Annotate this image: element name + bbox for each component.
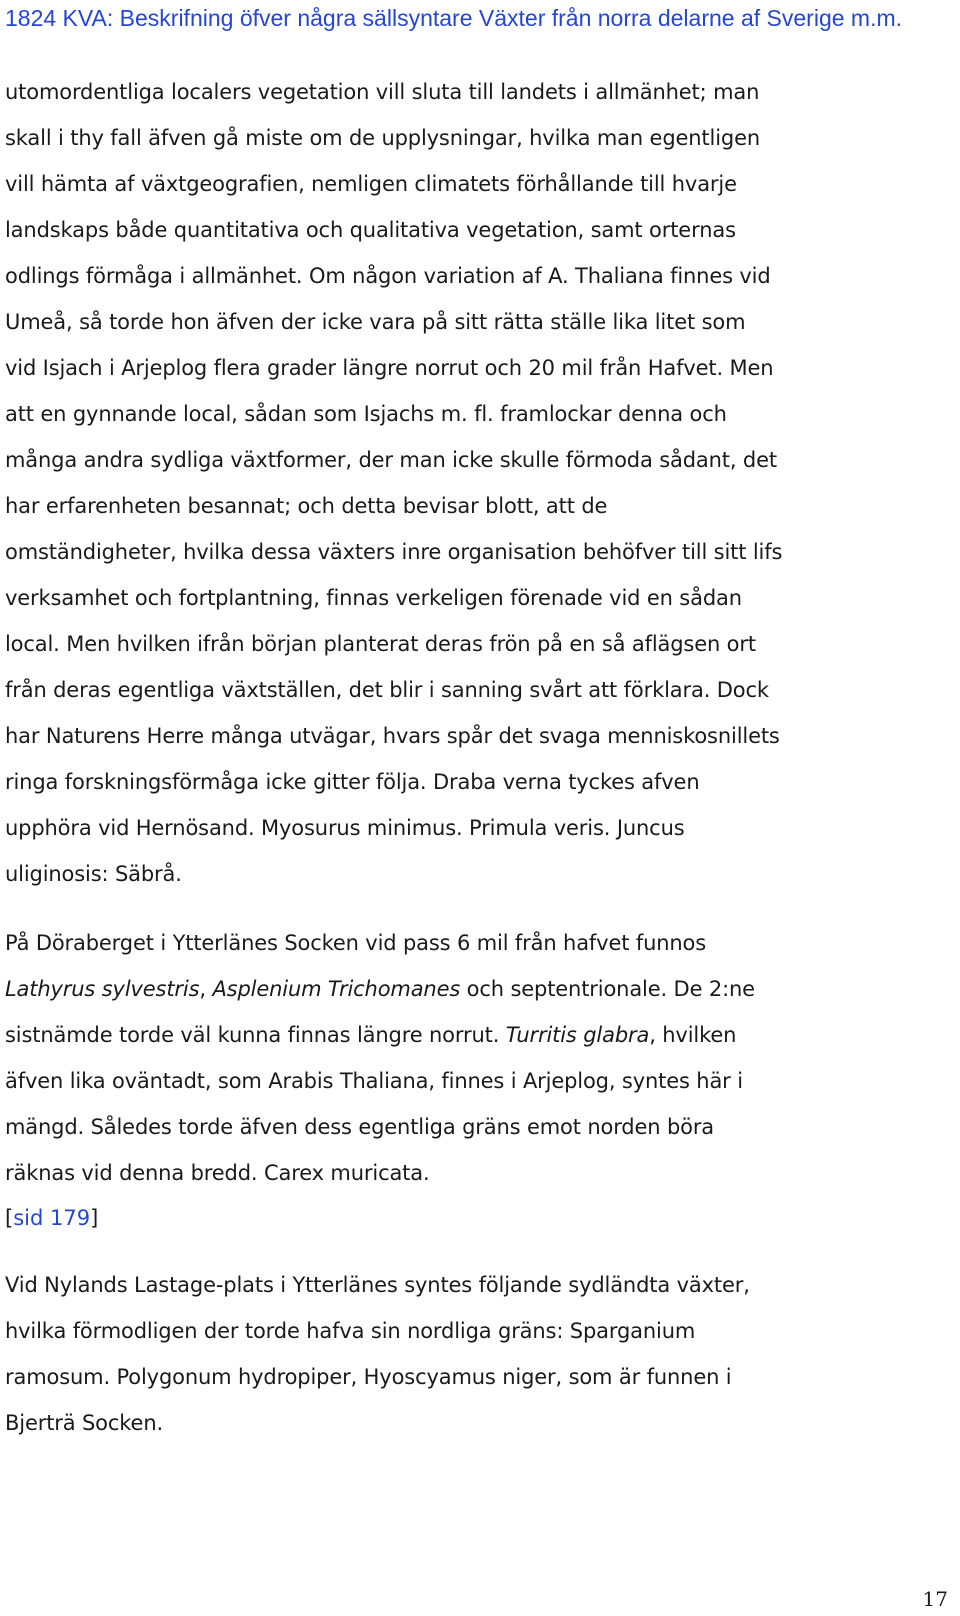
text-line: omständigheter, hvilka dessa växters inre organisation behöfver till sitt lifs: [5, 540, 783, 564]
document-header-title: 1824 KVA: Beskrifning öfver några sällsyntare Växter från norra delarne af Sverige m.m.: [5, 5, 903, 31]
text-line: äfven lika oväntadt, som Arabis Thaliana, finnes i Arjeplog, syntes här i: [5, 1069, 743, 1093]
paragraph-vegetation-discussion: [5, 69, 945, 897]
text-line: ringa forskningsförmåga icke gitter följa. Draba verna tyckes afven: [5, 770, 700, 794]
text-line: landskaps både quantitativa och qualitativa vegetation, samt orternas: [5, 218, 736, 242]
text-line: att en gynnande local, sådan som Isjachs m. fl. framlockar denna och: [5, 402, 727, 426]
text-fragment: sistnämde torde väl kunna finnas längre norrut.: [5, 1023, 506, 1047]
text-line: räknas vid denna bredd. Carex muricata.: [5, 1161, 430, 1185]
species-name-italic: Turritis glabra: [505, 1023, 650, 1047]
text-line: mängd. Således torde äfven dess egentliga gräns emot norden böra: [5, 1115, 715, 1139]
text-line: från deras egentliga växtställen, det blir i sanning svårt att förklara. Dock: [5, 678, 769, 702]
text-line: Vid Nylands Lastage-plats i Ytterlänes syntes följande sydländta växter,: [5, 1273, 750, 1297]
text-line: local. Men hvilken ifrån början planterat deras frön på en så aflägsen ort: [5, 632, 756, 656]
text-line: vid Isjach i Arjeplog flera grader längre norrut och 20 mil från Hafvet. Men: [5, 356, 774, 380]
bracket-open: [: [5, 1206, 14, 1230]
page-reference-link[interactable]: sid 179: [13, 1206, 91, 1230]
text-line: utomordentliga localers vegetation vill sluta till landets i allmänhet; man: [5, 80, 760, 104]
text-line: [5, 1195, 945, 1241]
text-line: uliginosis: Säbrå.: [5, 862, 182, 886]
text-line: vill hämta af växtgeografien, nemligen climatets förhållande till hvarje: [5, 172, 737, 196]
paragraph-doraberget: [5, 920, 945, 1196]
text-line: ramosum. Polygonum hydropiper, Hyoscyamus niger, som är funnen i: [5, 1365, 732, 1389]
species-name-italic: Asplenium Trichomanes: [212, 977, 461, 1001]
page-number: 17: [922, 1587, 948, 1611]
text-line: verksamhet och fortplantning, finnas verkeligen förenade vid en sådan: [5, 586, 742, 610]
page-marker: [5, 1195, 945, 1241]
text-line: Umeå, så torde hon äfven der icke vara på sitt rätta ställe lika litet som: [5, 310, 746, 334]
text-line: På Döraberget i Ytterlänes Socken vid pass 6 mil från hafvet funnos: [5, 931, 707, 955]
text-line: [5, 1012, 945, 1058]
text-line: skall i thy fall äfven gå miste om de upplysningar, hvilka man egentligen: [5, 126, 760, 150]
text-line: har erfarenheten besannat; och detta bevisar blott, att de: [5, 494, 608, 518]
paragraph-nylands-lastage: [5, 1262, 945, 1446]
text-line: hvilka förmodligen der torde hafva sin nordliga gräns: Sparganium: [5, 1319, 696, 1343]
text-fragment: , hvilken: [649, 1023, 737, 1047]
text-fragment: ,: [199, 977, 213, 1001]
text-line: har Naturens Herre många utvägar, hvars spår det svaga menniskosnillets: [5, 724, 780, 748]
bracket-close: ]: [90, 1206, 99, 1230]
text-line: upphöra vid Hernösand. Myosurus minimus. Primula veris. Juncus: [5, 816, 685, 840]
text-fragment: och septentrionale. De 2:ne: [460, 977, 755, 1001]
text-line: många andra sydliga växtformer, der man icke skulle förmoda sådant, det: [5, 448, 777, 472]
text-line: Bjerträ Socken.: [5, 1411, 163, 1435]
text-line: [5, 966, 945, 1012]
species-name-italic: Lathyrus sylvestris: [5, 977, 200, 1001]
text-line: odlings förmåga i allmänhet. Om någon variation af A. Thaliana finnes vid: [5, 264, 771, 288]
